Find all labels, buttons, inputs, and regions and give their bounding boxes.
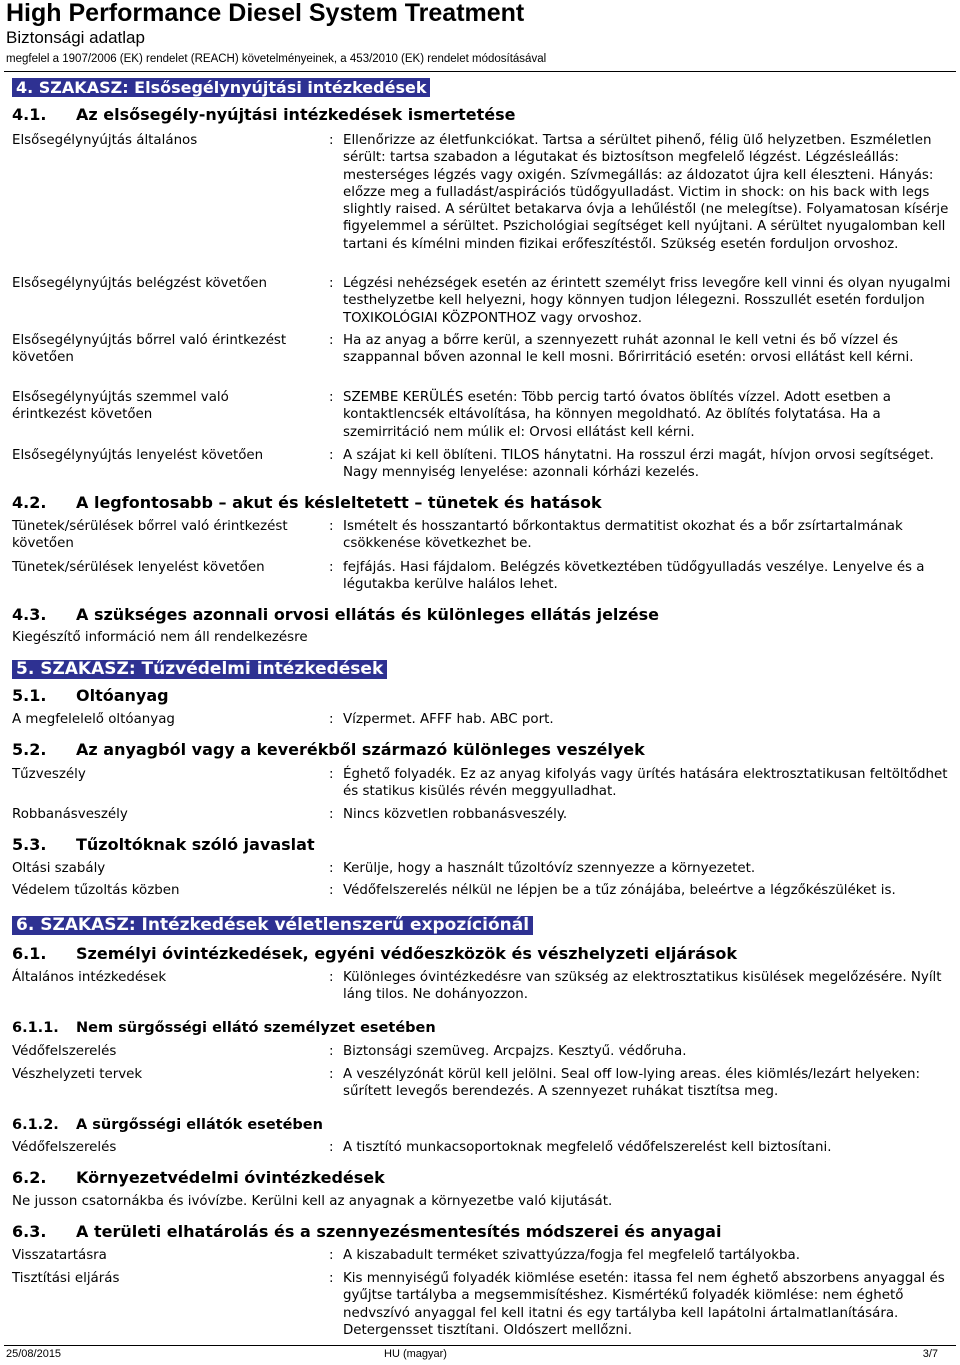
row-colon: : <box>329 712 334 727</box>
row-value: Különleges óvintézkedésre van szükség az elektrosztatikus kisülések megelőzésére. Nyílt láng tilos. Ne dohányozzon. <box>343 970 942 1003</box>
document-title: High Performance Diesel System Treatment <box>6 0 525 27</box>
subsection-5-2 <box>12 741 645 759</box>
row-value: Éghető folyadék. Ez az anyag kifolyás vagy ürítés hatására elektrosztatikusan feltöltődhet és statikus kisülés révén meggyulladhat. <box>343 767 948 800</box>
row-value: SZEMBE KERÜLÉS esetén: Több percig tartó óvatos öblítés vízzel. Adott esetben a kontaktlencsék eltávolítása, ha könnyen megoldható. Az öblítés folytatása. Ha a szemirritáció nem múlik el: Orvosi ellátást kell kérni. <box>343 390 891 440</box>
subsection-number: 6.1.2. <box>12 1117 59 1133</box>
regulation-note: megfelel a 1907/2006 (EK) rendelet (REACH) követelményeinek, a 453/2010 (EK) rendelet módosításával <box>6 53 547 65</box>
subsection-6-1-2 <box>12 1116 323 1134</box>
row-colon: : <box>329 1140 334 1155</box>
row-label: Oltási szabály <box>12 861 106 876</box>
row-colon: : <box>329 448 334 463</box>
document-subtitle: Biztonsági adatlap <box>6 28 145 47</box>
row-label: Tűzveszély <box>12 767 86 782</box>
subsection-title: Nem sürgősségi ellátó személyzet esetében <box>76 1020 436 1036</box>
section-5-heading: 5. SZAKASZ: Tűzvédelmi intézkedések <box>12 660 387 679</box>
row-label: Robbanásveszély <box>12 807 128 822</box>
subsection-title: Környezetvédelmi óvintézkedések <box>76 1168 385 1187</box>
row-label: A megfelelelő oltóanyag <box>12 712 175 727</box>
subsection-title: Az anyagból vagy a keverékből származó különleges veszélyek <box>76 740 645 759</box>
row-colon: : <box>329 390 334 405</box>
row-colon: : <box>329 1067 334 1082</box>
subsection-number: 5.3. <box>12 835 47 854</box>
footer-page-number: 3/7 <box>922 1348 938 1360</box>
subsection-title: Oltóanyag <box>76 686 169 705</box>
row-value: A veszélyzónát körül kell jelölni. Seal off low-lying areas. éles kiömlés/lezárt helyeken: sűrített levegős berendezés. A szennyezet ruhákat tisztítsa meg. <box>343 1067 921 1100</box>
row-label: Elsősegélynyújtás általános <box>12 133 198 148</box>
row-colon: : <box>329 1044 334 1059</box>
row-label: Elsősegélynyújtás lenyelést követően <box>12 448 264 463</box>
subsection-number: 4.1. <box>12 105 47 124</box>
row-label: Védelem tűzoltás közben <box>12 883 180 898</box>
row-value: A szájat ki kell öblíteni. TILOS hánytatni. Ha rosszul érzi magát, hívjon orvosi segítséget. Nagy mennyiség lenyelése: azonnali kórházi kezelés. <box>343 448 934 481</box>
subsection-6-1-1 <box>12 1019 436 1037</box>
subsection-title: A területi elhatárolás és a szennyezésmentesítés módszerei és anyagai <box>76 1222 722 1241</box>
subsection-title: A szükséges azonnali orvosi ellátás és különleges ellátás jelzése <box>76 605 659 624</box>
subsection-number: 4.3. <box>12 605 47 624</box>
row-label: Általános intézkedések <box>12 970 167 985</box>
row-colon: : <box>329 276 334 291</box>
row-value: Ismételt és hosszantartó bőrkontaktus dermatitist okozhat és a bőr zsírtartalmának csökkenése következhet be. <box>343 519 903 552</box>
row-value: Biztonsági szemüveg. Arcpajzs. Kesztyű. védőruha. <box>343 1044 687 1059</box>
row-colon: : <box>329 883 334 898</box>
row-label: Védőfelszerelés <box>12 1140 117 1155</box>
row-label: Tisztítási eljárás <box>12 1271 120 1286</box>
row-colon: : <box>329 1248 334 1263</box>
row-value: Ellenőrizze az életfunkciókat. Tartsa a sérültet pihenő, félig ülő helyzetben. Eszméletlen sérült: tartsa szabadon a légutakat és biztosítson megfelelő légzést. Légzésleállás: mesterséges légzés vagy oxigén. Szívmegállás: az áldozatot újra kell éleszteni. Hányás: előzze meg a fulladást/aspirációs tüdőgyulladást. Victim in shock: on his back with legs slightly raised. A sérültet betakarva óvja a lehűléstől (ne melegítse). Folyamatosan kísérje figyelemmel a sérültet. Pszichológiai segítséget kell nyújtani. A sérültet nyugalomban kell tartani és kímélni minden fizikai erőfeszítéstől. Szükség esetén forduljon orvoshoz. <box>343 133 949 252</box>
section-6-heading: 6. SZAKASZ: Intézkedések véletlenszerű expozíciónál <box>12 916 533 935</box>
subsection-title: A sürgősségi ellátók esetében <box>76 1117 323 1133</box>
subsection-4-2 <box>12 494 602 512</box>
row-label: Visszatartásra <box>12 1248 107 1263</box>
subsection-number: 6.3. <box>12 1222 47 1241</box>
subsection-6-1 <box>12 945 737 963</box>
subsection-number: 6.1.1. <box>12 1020 59 1036</box>
row-colon: : <box>329 861 334 876</box>
row-value: Légzési nehézségek esetén az érintett személyt friss levegőre kell vinni és olyan nyugalmi testhelyzetbe kell helyezni, hogy könnyen tudjon lélegezni. Rosszullét esetén forduljon TOXIKOLÓGIAI KÖZPONTHOZ vagy orvoshoz. <box>343 276 951 326</box>
row-value: A kiszabadult terméket szivattyúzza/fogja fel megfelelő tartályokba. <box>343 1248 800 1263</box>
subsection-title: A legfontosabb – akut és késleltetett – tünetek és hatások <box>76 493 602 512</box>
subsection-4-3 <box>12 606 659 624</box>
row-value: A tisztító munkacsoportoknak megfelelő védőfelszerelést kell biztosítani. <box>343 1140 832 1155</box>
row-colon: : <box>329 767 334 782</box>
footer-language: HU (magyar) <box>384 1348 447 1360</box>
subsection-title: Személyi óvintézkedések, egyéni védőeszközök és vészhelyzeti eljárások <box>76 944 738 963</box>
row-value: Kerülje, hogy a használt tűzoltóvíz szennyezze a környezetet. <box>343 861 756 876</box>
subsection-number: 4.2. <box>12 493 47 512</box>
section-6-2-text: Ne jusson csatornákba és ivóvízbe. Kerülni kell az anyagnak a környezetbe való kijutását. <box>12 1194 613 1209</box>
row-colon: : <box>329 560 334 575</box>
row-label: Elsősegélynyújtás szemmel való érintkezést követően <box>12 390 229 423</box>
row-colon: : <box>329 1271 334 1286</box>
row-label: Tünetek/sérülések lenyelést követően <box>12 560 265 575</box>
subsection-6-3 <box>12 1223 721 1241</box>
footer-divider <box>4 1345 956 1346</box>
subsection-4-1 <box>12 106 516 124</box>
row-value: Ha az anyag a bőrre kerül, a szennyezett ruhát azonnal le kell vetni és bő vízzel és szappannal bőven azonnal le kell mosni. Bőrirritáció esetén: orvosi ellátást kell kérni. <box>343 333 914 366</box>
row-colon: : <box>329 333 334 348</box>
row-colon: : <box>329 970 334 985</box>
row-value: fejfájás. Hasi fájdalom. Belégzés következtében tüdőgyulladás veszélye. Lenyelve és a légutakba kerülve halálos lehet. <box>343 560 925 593</box>
subsection-title: Az elsősegély-nyújtási intézkedések ismertetése <box>76 105 516 124</box>
row-label: Vészhelyzeti tervek <box>12 1067 143 1082</box>
row-value: Vízpermet. AFFF hab. ABC port. <box>343 712 554 727</box>
row-colon: : <box>329 133 334 148</box>
row-value: Nincs közvetlen robbanásveszély. <box>343 807 568 822</box>
header-divider <box>4 71 956 72</box>
row-value: Kis mennyiségű folyadék kiömlése esetén: itassa fel nem éghető abszorbens anyaggal és gyűjtse tartályba a megsemmisítéshez. Kismértékű folyadék kiömlése: nem éghető nedvszívó anyaggal fel kell itatni és egy tartályba kell lapátolni ártalmatlanítására. Detergensset tisztítani. Oldószert mellőzni. <box>343 1271 945 1338</box>
subsection-5-3 <box>12 836 315 854</box>
section-4-heading: 4. SZAKASZ: Elsősegélynyújtási intézkedések <box>12 78 430 97</box>
section-4-3-text: Kiegészítő információ nem áll rendelkezésre <box>12 630 308 645</box>
row-label: Elsősegélynyújtás belégzést követően <box>12 276 268 291</box>
row-colon: : <box>329 807 334 822</box>
footer-date: 25/08/2015 <box>6 1348 62 1360</box>
row-label: Elsősegélynyújtás bőrrel való érintkezést követően <box>12 333 287 366</box>
row-value: Védőfelszerelés nélkül ne lépjen be a tűz zónájába, beleértve a légzőkészüléket is. <box>343 883 896 898</box>
subsection-number: 6.2. <box>12 1168 47 1187</box>
row-label: Tünetek/sérülések bőrrel való érintkezést követően <box>12 519 288 552</box>
subsection-number: 6.1. <box>12 944 47 963</box>
subsection-title: Tűzoltóknak szóló javaslat <box>76 835 315 854</box>
row-colon: : <box>329 519 334 534</box>
subsection-number: 5.1. <box>12 686 47 705</box>
subsection-5-1 <box>12 687 169 705</box>
subsection-number: 5.2. <box>12 740 47 759</box>
subsection-6-2 <box>12 1169 385 1187</box>
row-label: Védőfelszerelés <box>12 1044 117 1059</box>
